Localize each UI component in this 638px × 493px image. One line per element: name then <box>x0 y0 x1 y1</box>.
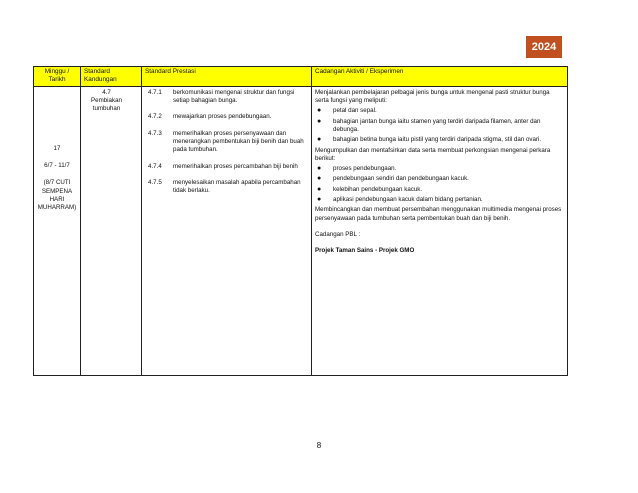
prestasi-cell <box>142 86 312 375</box>
prestasi-code: 4.7.2 <box>148 113 162 121</box>
kandungan-code: 4.7 <box>102 88 111 96</box>
week-note-line: HARI <box>49 196 65 203</box>
prestasi-text: mewajarkan proses pendebungaan. <box>173 113 272 121</box>
prestasi-text: memerihalkan proses persenyawaan dan menerangkan pembentukan biji benih dan buah pada tumbuhan. <box>173 129 304 154</box>
list-item <box>317 165 564 173</box>
prestasi-text: menyelesaikan masalah apabila percambahan tidak berlaku. <box>173 178 301 195</box>
list-item <box>317 107 564 115</box>
prestasi-item <box>145 163 308 171</box>
prestasi-text: berkomunikasi mengenai struktur dan fungsi setiap bahagian bunga. <box>173 88 295 105</box>
header-standard-prestasi: Standard Prestasi <box>142 67 312 87</box>
bullet-text: bahagian betina bunga iaitu pistil yang terdiri daripada stigma, stil dan ovari. <box>333 136 542 144</box>
bullet-icon: ● <box>317 117 322 125</box>
prestasi-code: 4.7.5 <box>148 178 162 186</box>
kandungan-cell <box>81 86 142 375</box>
bullet-text: kelebihan pendebungaan kacuk. <box>333 185 423 193</box>
list-item <box>317 118 564 135</box>
bullet-icon: ● <box>317 165 322 173</box>
prestasi-item <box>145 130 308 155</box>
list-item <box>317 136 564 144</box>
bullet-icon: ● <box>317 136 322 144</box>
kandungan-title-line: tumbuhan <box>92 105 121 113</box>
bullet-text: bahagian jantan bunga iaitu stamen yang terdiri daripada filamen, anter dan debunga. <box>333 117 541 133</box>
prestasi-text: memerihalkan proses percambahan biji benih <box>173 162 298 170</box>
bullet-text: petal dan sepal. <box>333 107 377 115</box>
list-item <box>317 175 564 183</box>
prestasi-item <box>145 113 308 121</box>
week-cell <box>34 86 81 375</box>
week-number: 17 <box>53 144 61 152</box>
header-minggu-tarikh: Minggu / Tarikh <box>34 67 81 87</box>
aktiviti-intro-2: Mengumpulkan dan mentafsirkan data serta membuat perkongsian mengenai perkara berikut: <box>315 146 551 162</box>
prestasi-code: 4.7.4 <box>148 162 162 170</box>
prestasi-item <box>145 179 308 196</box>
week-dates: 6/7 - 11/7 <box>44 162 70 170</box>
aktiviti-cell <box>312 86 568 375</box>
pbl-project: Projek Taman Sains - Projek GMO <box>315 247 415 255</box>
list-item <box>317 186 564 194</box>
bullet-icon: ● <box>317 175 322 183</box>
week-note-line: MUHARRAM) <box>37 204 77 212</box>
prestasi-item <box>145 89 308 106</box>
table-row <box>34 86 568 375</box>
list-item <box>317 196 564 204</box>
lesson-plan-table <box>33 66 568 376</box>
bullet-icon: ● <box>317 185 322 193</box>
kandungan-title-line: Pembiakan <box>91 97 122 105</box>
bullet-icon: ● <box>317 196 322 204</box>
aktiviti-intro: Menjalankan pembelajaran pelbagai jenis bunga untuk mengenal pasti struktur bunga serta fungsi yang meliputi: <box>315 88 550 105</box>
bullet-text: pendebungaan sendiri dan pendebungaan kacuk. <box>333 175 469 183</box>
pbl-label: Cadangan PBL : <box>315 230 361 238</box>
bullet-text: proses pendebungaan. <box>333 165 397 173</box>
prestasi-code: 4.7.3 <box>148 129 162 137</box>
page-number: 8 <box>316 441 322 450</box>
bullet-icon: ● <box>317 107 322 115</box>
aktiviti-paragraph-3: Membincangkan dan membuat persembahan menggunakan multimedia mengenai proses persenyawaan pada tumbuhan serta pembentukan buah dan biji benih. <box>315 206 562 222</box>
prestasi-code: 4.7.1 <box>148 88 162 96</box>
header-standard-kandungan: Standard Kandungan <box>81 67 142 87</box>
year-badge: 2024 <box>526 36 562 58</box>
table-header-row <box>34 67 568 87</box>
week-note-line: (8/7 CUTI <box>43 179 71 187</box>
week-note-line: SEMPENA <box>41 187 73 195</box>
header-cadangan-aktiviti: Cadangan Aktiviti / Eksperimen <box>312 67 568 87</box>
bullet-text: aplikasi pendebungaan kacuk dalam bidang pertanian. <box>333 196 483 204</box>
